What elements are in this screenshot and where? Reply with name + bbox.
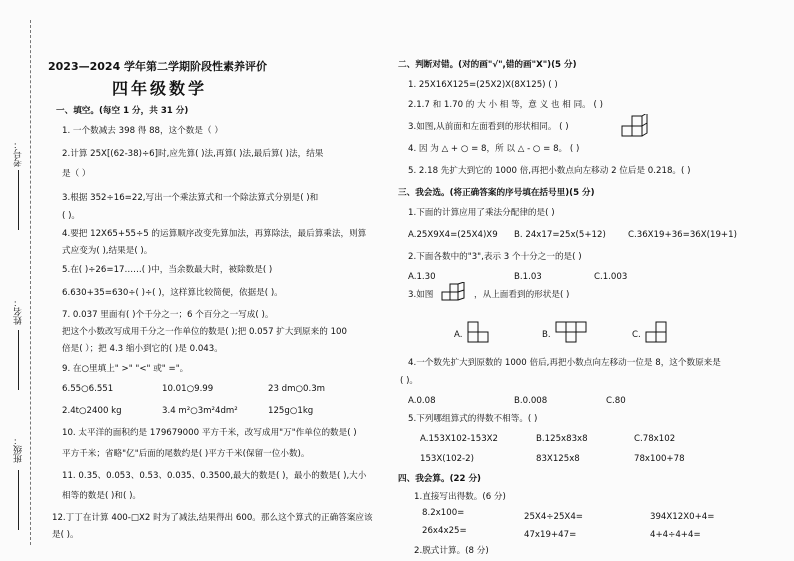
q3-3-option-c: C. xyxy=(632,330,641,340)
q3-4-a: A.0.08 xyxy=(408,396,436,406)
q4-1-d: 26x4x25= xyxy=(422,526,467,536)
section-1-heading: 一、填空。(每空 1 分，共 31 分) xyxy=(56,106,189,116)
q3-4-cont: ( )。 xyxy=(400,376,419,386)
q1-12-cont: 是( )。 xyxy=(52,530,79,540)
q1-9-a: 6.55○6.551 xyxy=(62,384,114,394)
q2-1: 1. 25X16X125=(25X2)X(8X125) ( ) xyxy=(408,80,558,90)
cube-figure-icon xyxy=(620,114,650,140)
q1-9-e: 3.4 m²○3m²4dm² xyxy=(162,406,238,416)
q1-9-c: 23 dm○0.3m xyxy=(268,384,326,394)
cubes-figure-icon xyxy=(440,282,470,304)
q1-9-d: 2.4t○2400 kg xyxy=(62,406,122,416)
q1-10: 10. 太平洋的面积约是 179679000 平方千米，改写成用"万"作单位的数是( ) xyxy=(62,428,357,438)
q1-2: 2.计算 25X[(62-38)÷6]时,应先算( )法,再算( )法,最后算( )法，结果 xyxy=(62,149,324,159)
q1-10-cont: 平方千米；省略"亿"后面的尾数约是( )平方千米(保留一位小数)。 xyxy=(62,449,310,459)
q3-2: 2.下面各数中的"3",表示 3 个十分之一的是( ) xyxy=(408,252,582,262)
binding-cut-line xyxy=(30,20,31,545)
section-4-heading: 四、我会算。(22 分) xyxy=(398,474,481,484)
q1-6: 6.630+35=630÷( )÷( )，这样算比较简便，依据是( )。 xyxy=(62,288,283,298)
q3-1-b: B. 24x17=25x(5+12) xyxy=(514,230,606,240)
q4-1-f: 4+4÷4+4= xyxy=(650,530,701,540)
q1-4: 4.要把 12X65+55÷5 的运算顺序改变先算加法，再算除法，最后算乘法，则算 xyxy=(62,229,367,239)
q1-7-cont2: 倍是( ）；把 4.3 缩小到它的( )是 0.043。 xyxy=(62,344,223,354)
q1-9-b: 10.01○9.99 xyxy=(162,384,214,394)
q3-1: 1.下面的计算应用了乘法分配律的是( ) xyxy=(408,208,555,218)
class-label: 班级： xyxy=(14,436,24,463)
q3-3-cont: ，从上面看到的形状是( ) xyxy=(474,290,570,300)
exam-no-label: 考号： xyxy=(14,140,24,167)
class-line xyxy=(18,470,19,530)
q1-12: 12.丁丁在计算 400-□X2 时为了减法,结果得出 600。那么这个算式的正确答案应该 xyxy=(52,513,373,523)
q4-1-a: 8.2x100= xyxy=(422,508,465,518)
q2-2: 2.1.7 和 1.70 的 大 小 相 等，意 义 也 相 同。 ( ) xyxy=(408,100,603,110)
q1-9-f: 125g○1kg xyxy=(268,406,314,416)
exam-subject: 四年级数学 xyxy=(112,79,208,98)
q1-11: 11. 0.35、0.053、0.53、0.035、0.3500,最大的数是( )，最小的数是( ),大小 xyxy=(62,471,367,481)
q3-3-option-b: B. xyxy=(542,330,551,340)
q2-3: 3.如图,从前面和左面看到的形状相同。 ( ) xyxy=(408,122,569,132)
q3-5: 5.下列哪组算式的得数不相等。( ) xyxy=(408,414,538,424)
q3-5-c2: 78x100+78 xyxy=(634,454,685,464)
name-label: 姓名： xyxy=(14,298,24,325)
q3-3-option-a: A. xyxy=(454,330,463,340)
section-3-heading: 三、我会选。(将正确答案的序号填在括号里)(5 分) xyxy=(398,188,595,198)
q3-2-b: B.1.03 xyxy=(514,272,542,282)
q3-4-b: B.0.008 xyxy=(514,396,548,406)
view-b-figure-icon xyxy=(554,320,594,346)
q3-4-c: C.80 xyxy=(606,396,626,406)
q3-5-a2: 153X(102-2) xyxy=(420,454,474,464)
q3-4: 4.一个数先扩大到原数的 1000 倍后,再把小数点向左移动一位是 8，这个数原来是 xyxy=(408,358,721,368)
q2-4: 4. 因 为 △ + ○ = 8，所 以 △ - ○ = 8。 ( ) xyxy=(408,144,580,154)
q3-1-a: A.25X9X4=(25X4)X9 xyxy=(408,230,498,240)
q3-1-c: C.36X19+36=36X(19+1) xyxy=(628,230,737,240)
q4-1-b: 25X4÷25X4= xyxy=(524,512,583,522)
view-a-figure-icon xyxy=(466,320,500,346)
section-2-heading: 二、判断对错。(对的画"√",错的画"X")(5 分) xyxy=(398,60,577,70)
q1-9: 9. 在○里填上" >" "<" 或" ="。 xyxy=(62,364,189,374)
q3-2-a: A.1.30 xyxy=(408,272,436,282)
q3-2-c: C.1.003 xyxy=(594,272,628,282)
q3-5-a1: A.153X102-153X2 xyxy=(420,434,499,444)
q1-11-cont: 相等的数是( )和( )。 xyxy=(62,491,142,501)
q4-1-c: 394X12X0+4= xyxy=(650,512,715,522)
q4-1-e: 47x19+47= xyxy=(524,530,577,540)
q1-1: 1. 一个数减去 398 得 88，这个数是（ ） xyxy=(62,126,223,136)
q1-7: 7. 0.037 里面有( )个千分之一；6 个百分之一写成( )。 xyxy=(62,310,274,320)
q1-4-cont: 式应变为( ),结果是( )。 xyxy=(62,246,153,256)
view-c-figure-icon xyxy=(644,320,678,346)
q4-1: 1.直接写出得数。(6 分) xyxy=(414,492,506,502)
q4-2: 2.脱式计算。(8 分) xyxy=(414,546,489,556)
q2-5: 5. 2.18 先扩大到它的 1000 倍,再把小数点向左移动 2 位后是 0.218。( ) xyxy=(408,166,691,176)
q3-5-b2: 83X125x8 xyxy=(536,454,580,464)
q1-7-cont: 把这个小数改写成用千分之一作单位的数是( );把 0.057 扩大到原来的 100 xyxy=(62,327,347,337)
exam-title: 2023—2024 学年第二学期阶段性素养评价 xyxy=(48,60,268,73)
q1-2-cont: 是（ ） xyxy=(62,169,91,179)
q3-5-b1: B.125x83x8 xyxy=(536,434,588,444)
q3-5-c1: C.78x102 xyxy=(634,434,676,444)
q3-3: 3.如图 xyxy=(408,290,434,300)
q1-3-cont: ( )。 xyxy=(62,211,81,221)
binding-strip xyxy=(0,0,44,561)
q1-3: 3.根据 352÷16=22,写出一个乘法算式和一个除法算式分别是( )和 xyxy=(62,193,319,203)
name-line xyxy=(18,330,19,390)
q1-5: 5.在( )÷26=17……( )中，当余数最大时，被除数是( ) xyxy=(62,265,273,275)
exam-no-line xyxy=(18,170,19,230)
